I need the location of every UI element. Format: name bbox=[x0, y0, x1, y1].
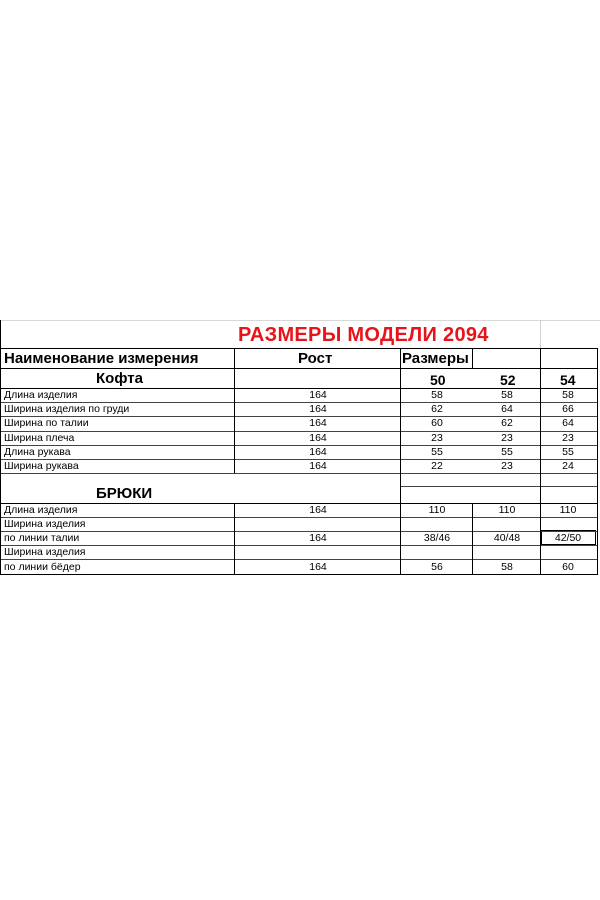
size-value: 55 bbox=[562, 446, 574, 458]
size-value: 23 bbox=[501, 432, 513, 444]
size-value: 22 bbox=[431, 460, 443, 472]
size-value: 58 bbox=[562, 389, 574, 401]
section-kofta: Кофта bbox=[96, 370, 143, 387]
table-gridline bbox=[472, 503, 473, 574]
table-title: РАЗМЕРЫ МОДЕЛИ 2094 bbox=[238, 324, 489, 346]
header-sizes: Размеры bbox=[402, 350, 469, 367]
table-gridline bbox=[0, 459, 597, 460]
height-value: 164 bbox=[309, 446, 327, 458]
size-50: 50 bbox=[430, 372, 446, 388]
size-value: 58 bbox=[431, 389, 443, 401]
size-value: 66 bbox=[562, 403, 574, 415]
size-value: 38/46 bbox=[423, 532, 451, 544]
height-value: 164 bbox=[309, 504, 327, 516]
table-gridline bbox=[400, 486, 597, 487]
height-value: 164 bbox=[309, 417, 327, 429]
size-value: 23 bbox=[562, 432, 574, 444]
height-value: 164 bbox=[309, 403, 327, 415]
table-gridline bbox=[0, 531, 597, 532]
table-gridline bbox=[0, 545, 597, 546]
size-value: 55 bbox=[431, 446, 443, 458]
height-value: 164 bbox=[309, 389, 327, 401]
size-value: 55 bbox=[501, 446, 513, 458]
row-label: по линии бёдер bbox=[4, 561, 81, 573]
table-gridline bbox=[234, 503, 235, 574]
row-label: Длина рукава bbox=[4, 446, 71, 458]
table-gridline bbox=[472, 348, 473, 369]
size-value: 58 bbox=[501, 389, 513, 401]
table-gridline bbox=[234, 348, 235, 369]
size-52: 52 bbox=[500, 372, 516, 388]
size-value: 62 bbox=[501, 417, 513, 429]
size-54: 54 bbox=[560, 372, 576, 388]
row-label: Ширина изделия bbox=[4, 546, 86, 558]
row-label: Ширина рукава bbox=[4, 460, 79, 472]
size-table-sheet bbox=[0, 320, 600, 580]
table-gridline bbox=[472, 368, 473, 369]
table-gridline bbox=[0, 445, 597, 446]
table-gridline bbox=[0, 320, 1, 575]
table-gridline bbox=[400, 368, 401, 473]
table-gridline bbox=[540, 473, 541, 503]
table-gridline bbox=[0, 574, 597, 575]
size-value: 110 bbox=[428, 504, 446, 516]
sheet-gridline bbox=[0, 320, 600, 321]
sheet-gridline bbox=[540, 320, 541, 348]
height-value: 164 bbox=[309, 460, 327, 472]
table-gridline bbox=[0, 559, 597, 560]
table-gridline bbox=[0, 517, 597, 518]
row-label: Ширина по талии bbox=[4, 417, 89, 429]
size-value: 110 bbox=[498, 504, 516, 516]
size-value: 56 bbox=[431, 561, 443, 573]
row-label: по линии талии bbox=[4, 532, 80, 544]
table-gridline bbox=[540, 503, 541, 574]
row-label: Ширина плеча bbox=[4, 432, 75, 444]
size-value: 60 bbox=[562, 561, 574, 573]
row-label: Ширина изделия bbox=[4, 518, 86, 530]
row-label: Длина изделия bbox=[4, 504, 78, 516]
table-gridline bbox=[0, 348, 597, 349]
table-gridline bbox=[0, 416, 597, 417]
selected-cell-highlight[interactable] bbox=[541, 530, 596, 545]
size-value: 40/48 bbox=[493, 532, 521, 544]
table-gridline bbox=[400, 503, 401, 574]
size-value: 60 bbox=[431, 417, 443, 429]
table-gridline bbox=[0, 388, 597, 389]
table-gridline bbox=[0, 473, 597, 474]
size-value: 24 bbox=[562, 460, 574, 472]
section-bryuki: БРЮКИ bbox=[96, 485, 153, 502]
size-value: 23 bbox=[431, 432, 443, 444]
height-value: 164 bbox=[309, 532, 327, 544]
size-value: 64 bbox=[562, 417, 574, 429]
table-gridline bbox=[540, 348, 541, 369]
size-value: 58 bbox=[501, 561, 513, 573]
table-gridline bbox=[0, 503, 597, 504]
row-label: Длина изделия bbox=[4, 389, 78, 401]
table-gridline bbox=[0, 368, 597, 369]
table-gridline bbox=[0, 431, 597, 432]
table-gridline bbox=[234, 368, 235, 473]
table-gridline bbox=[540, 368, 541, 473]
size-value: 110 bbox=[559, 504, 577, 516]
header-height: Рост bbox=[298, 350, 333, 367]
height-value: 164 bbox=[309, 432, 327, 444]
table-gridline bbox=[400, 473, 401, 503]
size-value: 62 bbox=[431, 403, 443, 415]
table-gridline bbox=[597, 348, 598, 575]
height-value: 164 bbox=[309, 561, 327, 573]
size-value: 42/50 bbox=[554, 532, 582, 544]
table-gridline bbox=[400, 348, 401, 369]
header-name: Наименование измерения bbox=[4, 350, 199, 367]
row-label: Ширина изделия по груди bbox=[4, 403, 130, 415]
table-gridline bbox=[0, 402, 597, 403]
size-value: 64 bbox=[501, 403, 513, 415]
size-value: 23 bbox=[501, 460, 513, 472]
